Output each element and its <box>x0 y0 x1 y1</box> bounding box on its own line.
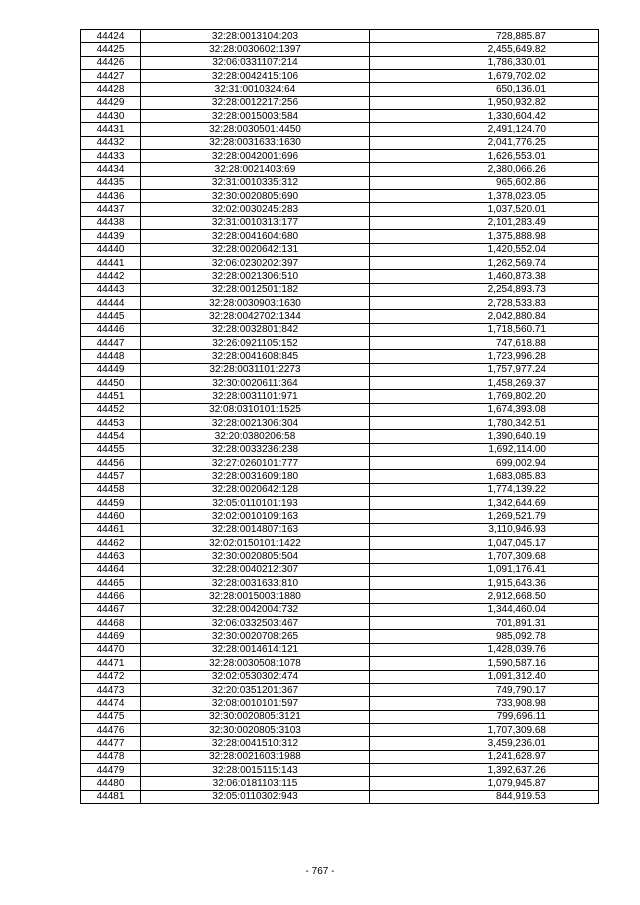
row-number-cell: 44436 <box>81 190 141 203</box>
table-row <box>81 443 599 456</box>
table-row <box>81 56 599 69</box>
table-row <box>81 376 599 389</box>
amount-cell: 1,458,269.37 <box>370 376 599 389</box>
cadastral-number-cell: 32:08:0310101:1525 <box>141 403 370 416</box>
table-row <box>81 750 599 763</box>
cadastral-number-cell: 32:28:0020642:128 <box>141 483 370 496</box>
cadastral-number-cell: 32:28:0012501:182 <box>141 283 370 296</box>
amount-cell: 2,101,283.49 <box>370 216 599 229</box>
cadastral-value-table <box>80 29 599 804</box>
amount-cell: 1,460,873.38 <box>370 270 599 283</box>
table-row <box>81 110 599 123</box>
row-number-cell: 44440 <box>81 243 141 256</box>
cadastral-number-cell: 32:28:0020642:131 <box>141 243 370 256</box>
table-row <box>81 550 599 563</box>
table-row <box>81 643 599 656</box>
row-number-cell: 44441 <box>81 256 141 269</box>
row-number-cell: 44467 <box>81 603 141 616</box>
amount-cell: 844,919.53 <box>370 790 599 803</box>
cadastral-number-cell: 32:28:0030508:1078 <box>141 657 370 670</box>
table-row <box>81 777 599 790</box>
row-number-cell: 44433 <box>81 150 141 163</box>
amount-cell: 799,696.11 <box>370 710 599 723</box>
row-number-cell: 44446 <box>81 323 141 336</box>
row-number-cell: 44458 <box>81 483 141 496</box>
cadastral-number-cell: 32:30:0020708:265 <box>141 630 370 643</box>
cadastral-number-cell: 32:31:0010313:177 <box>141 216 370 229</box>
table-row <box>81 723 599 736</box>
cadastral-number-cell: 32:31:0010335:312 <box>141 176 370 189</box>
amount-cell: 1,707,309.68 <box>370 723 599 736</box>
amount-cell: 1,342,644.69 <box>370 497 599 510</box>
table-row <box>81 697 599 710</box>
cadastral-number-cell: 32:30:0020805:504 <box>141 550 370 563</box>
table-row <box>81 497 599 510</box>
table-row <box>81 457 599 470</box>
row-number-cell: 44454 <box>81 430 141 443</box>
table-row <box>81 590 599 603</box>
table-row <box>81 350 599 363</box>
row-number-cell: 44452 <box>81 403 141 416</box>
table-row <box>81 510 599 523</box>
table-row <box>81 136 599 149</box>
row-number-cell: 44443 <box>81 283 141 296</box>
table-row <box>81 563 599 576</box>
row-number-cell: 44472 <box>81 670 141 683</box>
amount-cell: 1,091,312.40 <box>370 670 599 683</box>
amount-cell: 1,707,309.68 <box>370 550 599 563</box>
row-number-cell: 44430 <box>81 110 141 123</box>
amount-cell: 2,491,124.70 <box>370 123 599 136</box>
table-row <box>81 203 599 216</box>
amount-cell: 1,683,085.83 <box>370 470 599 483</box>
table-row <box>81 123 599 136</box>
row-number-cell: 44425 <box>81 43 141 56</box>
row-number-cell: 44450 <box>81 376 141 389</box>
amount-cell: 2,380,066.26 <box>370 163 599 176</box>
amount-cell: 1,392,637.26 <box>370 763 599 776</box>
cadastral-number-cell: 32:28:0021306:510 <box>141 270 370 283</box>
cadastral-number-cell: 32:28:0041510:312 <box>141 737 370 750</box>
row-number-cell: 44461 <box>81 523 141 536</box>
table-row <box>81 150 599 163</box>
cadastral-number-cell: 32:28:0013104:203 <box>141 30 370 43</box>
amount-cell: 1,262,569.74 <box>370 256 599 269</box>
page-number: - 767 - <box>305 866 335 877</box>
amount-cell: 965,602.86 <box>370 176 599 189</box>
amount-cell: 1,241,628.97 <box>370 750 599 763</box>
cadastral-number-cell: 32:28:0014614:121 <box>141 643 370 656</box>
amount-cell: 1,378,023.05 <box>370 190 599 203</box>
amount-cell: 2,455,649.82 <box>370 43 599 56</box>
table-row <box>81 230 599 243</box>
row-number-cell: 44424 <box>81 30 141 43</box>
row-number-cell: 44475 <box>81 710 141 723</box>
table-row <box>81 710 599 723</box>
amount-cell: 1,079,945.87 <box>370 777 599 790</box>
table-row <box>81 430 599 443</box>
cadastral-number-cell: 32:31:0010324:64 <box>141 83 370 96</box>
row-number-cell: 44427 <box>81 70 141 83</box>
row-number-cell: 44469 <box>81 630 141 643</box>
row-number-cell: 44466 <box>81 590 141 603</box>
amount-cell: 650,136.01 <box>370 83 599 96</box>
amount-cell: 3,459,236.01 <box>370 737 599 750</box>
amount-cell: 1,718,560.71 <box>370 323 599 336</box>
table-row <box>81 43 599 56</box>
row-number-cell: 44457 <box>81 470 141 483</box>
cadastral-number-cell: 32:06:0181103:115 <box>141 777 370 790</box>
table-row <box>81 163 599 176</box>
row-number-cell: 44455 <box>81 443 141 456</box>
table-row <box>81 30 599 43</box>
cadastral-number-cell: 32:06:0331107:214 <box>141 56 370 69</box>
amount-cell: 1,692,114.00 <box>370 443 599 456</box>
cadastral-number-cell: 32:02:0530302:474 <box>141 670 370 683</box>
row-number-cell: 44459 <box>81 497 141 510</box>
cadastral-number-cell: 32:27:0260101:777 <box>141 457 370 470</box>
amount-cell: 1,390,640.19 <box>370 430 599 443</box>
table-row <box>81 470 599 483</box>
table-row <box>81 270 599 283</box>
amount-cell: 728,885.87 <box>370 30 599 43</box>
table-row <box>81 523 599 536</box>
row-number-cell: 44426 <box>81 56 141 69</box>
row-number-cell: 44448 <box>81 350 141 363</box>
row-number-cell: 44479 <box>81 763 141 776</box>
amount-cell: 1,037,520.01 <box>370 203 599 216</box>
amount-cell: 1,679,702.02 <box>370 70 599 83</box>
row-number-cell: 44451 <box>81 390 141 403</box>
table-row <box>81 176 599 189</box>
cadastral-number-cell: 32:02:0010109:163 <box>141 510 370 523</box>
cadastral-number-cell: 32:28:0031633:810 <box>141 577 370 590</box>
table-row <box>81 216 599 229</box>
cadastral-number-cell: 32:02:0150101:1422 <box>141 537 370 550</box>
cadastral-number-cell: 32:30:0020805:3103 <box>141 723 370 736</box>
row-number-cell: 44476 <box>81 723 141 736</box>
cadastral-number-cell: 32:28:0041608:845 <box>141 350 370 363</box>
row-number-cell: 44447 <box>81 336 141 349</box>
amount-cell: 1,375,888.98 <box>370 230 599 243</box>
row-number-cell: 44449 <box>81 363 141 376</box>
amount-cell: 1,780,342.51 <box>370 416 599 429</box>
amount-cell: 733,908.98 <box>370 697 599 710</box>
amount-cell: 2,254,893.73 <box>370 283 599 296</box>
table-row <box>81 537 599 550</box>
amount-cell: 1,344,460.04 <box>370 603 599 616</box>
row-number-cell: 44453 <box>81 416 141 429</box>
amount-cell: 1,723,996.28 <box>370 350 599 363</box>
cadastral-number-cell: 32:28:0031101:2273 <box>141 363 370 376</box>
amount-cell: 2,042,880.84 <box>370 310 599 323</box>
table-row <box>81 323 599 336</box>
amount-cell: 1,786,330.01 <box>370 56 599 69</box>
table-row <box>81 683 599 696</box>
table-row <box>81 336 599 349</box>
row-number-cell: 44456 <box>81 457 141 470</box>
amount-cell: 1,428,039.76 <box>370 643 599 656</box>
amount-cell: 1,330,604.42 <box>370 110 599 123</box>
cadastral-number-cell: 32:30:0020805:3121 <box>141 710 370 723</box>
cadastral-number-cell: 32:20:0351201:367 <box>141 683 370 696</box>
table-row <box>81 256 599 269</box>
amount-cell: 1,420,552.04 <box>370 243 599 256</box>
cadastral-number-cell: 32:28:0015003:584 <box>141 110 370 123</box>
amount-cell: 699,002.94 <box>370 457 599 470</box>
cadastral-number-cell: 32:06:0332503:467 <box>141 617 370 630</box>
amount-cell: 747,618.88 <box>370 336 599 349</box>
cadastral-number-cell: 32:28:0030602:1397 <box>141 43 370 56</box>
table-row <box>81 577 599 590</box>
amount-cell: 749,790.17 <box>370 683 599 696</box>
amount-cell: 2,041,776.25 <box>370 136 599 149</box>
table-row <box>81 96 599 109</box>
cadastral-number-cell: 32:05:0110101:193 <box>141 497 370 510</box>
amount-cell: 1,590,587.16 <box>370 657 599 670</box>
table-row <box>81 243 599 256</box>
table-row <box>81 737 599 750</box>
row-number-cell: 44481 <box>81 790 141 803</box>
table-row <box>81 790 599 803</box>
cadastral-number-cell: 32:30:0020611:364 <box>141 376 370 389</box>
cadastral-number-cell: 32:28:0042004:732 <box>141 603 370 616</box>
row-number-cell: 44460 <box>81 510 141 523</box>
table-row <box>81 657 599 670</box>
table-row <box>81 83 599 96</box>
row-number-cell: 44435 <box>81 176 141 189</box>
row-number-cell: 44477 <box>81 737 141 750</box>
cadastral-number-cell: 32:28:0032801:842 <box>141 323 370 336</box>
amount-cell: 1,091,176.41 <box>370 563 599 576</box>
cadastral-number-cell: 32:26:0921105:152 <box>141 336 370 349</box>
row-number-cell: 44468 <box>81 617 141 630</box>
amount-cell: 985,092.78 <box>370 630 599 643</box>
row-number-cell: 44473 <box>81 683 141 696</box>
cadastral-number-cell: 32:06:0230202:397 <box>141 256 370 269</box>
cadastral-number-cell: 32:28:0015003:1880 <box>141 590 370 603</box>
row-number-cell: 44438 <box>81 216 141 229</box>
row-number-cell: 44462 <box>81 537 141 550</box>
table-row <box>81 603 599 616</box>
cadastral-number-cell: 32:28:0031101:971 <box>141 390 370 403</box>
amount-cell: 1,769,802.20 <box>370 390 599 403</box>
row-number-cell: 44480 <box>81 777 141 790</box>
cadastral-number-cell: 32:28:0042001:696 <box>141 150 370 163</box>
table-row <box>81 630 599 643</box>
row-number-cell: 44431 <box>81 123 141 136</box>
row-number-cell: 44432 <box>81 136 141 149</box>
row-number-cell: 44434 <box>81 163 141 176</box>
table-row <box>81 670 599 683</box>
row-number-cell: 44474 <box>81 697 141 710</box>
cadastral-number-cell: 32:05:0110302:943 <box>141 790 370 803</box>
cadastral-number-cell: 32:28:0030501:4450 <box>141 123 370 136</box>
cadastral-number-cell: 32:28:0015115:143 <box>141 763 370 776</box>
row-number-cell: 44442 <box>81 270 141 283</box>
amount-cell: 1,757,977.24 <box>370 363 599 376</box>
cadastral-number-cell: 32:02:0030245:283 <box>141 203 370 216</box>
amount-cell: 1,047,045.17 <box>370 537 599 550</box>
row-number-cell: 44444 <box>81 296 141 309</box>
cadastral-number-cell: 32:28:0030903:1630 <box>141 296 370 309</box>
row-number-cell: 44445 <box>81 310 141 323</box>
table-row <box>81 296 599 309</box>
table-row <box>81 763 599 776</box>
cadastral-number-cell: 32:20:0380206:58 <box>141 430 370 443</box>
cadastral-number-cell: 32:28:0012217:256 <box>141 96 370 109</box>
cadastral-number-cell: 32:28:0031609:180 <box>141 470 370 483</box>
row-number-cell: 44439 <box>81 230 141 243</box>
table-row <box>81 617 599 630</box>
table-row <box>81 416 599 429</box>
amount-cell: 1,950,932.82 <box>370 96 599 109</box>
table-row <box>81 283 599 296</box>
table-row <box>81 390 599 403</box>
table-row <box>81 310 599 323</box>
row-number-cell: 44471 <box>81 657 141 670</box>
row-number-cell: 44437 <box>81 203 141 216</box>
amount-cell: 1,774,139.22 <box>370 483 599 496</box>
row-number-cell: 44428 <box>81 83 141 96</box>
amount-cell: 1,626,553.01 <box>370 150 599 163</box>
amount-cell: 1,915,643.36 <box>370 577 599 590</box>
cadastral-number-cell: 32:28:0021403:69 <box>141 163 370 176</box>
row-number-cell: 44429 <box>81 96 141 109</box>
amount-cell: 2,912,668.50 <box>370 590 599 603</box>
table-row <box>81 190 599 203</box>
cadastral-number-cell: 32:28:0042415:106 <box>141 70 370 83</box>
cadastral-number-cell: 32:08:0010101:597 <box>141 697 370 710</box>
row-number-cell: 44464 <box>81 563 141 576</box>
cadastral-number-cell: 32:28:0031633:1630 <box>141 136 370 149</box>
table-row <box>81 403 599 416</box>
amount-cell: 2,728,533.83 <box>370 296 599 309</box>
row-number-cell: 44470 <box>81 643 141 656</box>
row-number-cell: 44463 <box>81 550 141 563</box>
row-number-cell: 44478 <box>81 750 141 763</box>
table-row <box>81 70 599 83</box>
row-number-cell: 44465 <box>81 577 141 590</box>
cadastral-number-cell: 32:28:0042702:1344 <box>141 310 370 323</box>
table-body <box>81 30 599 804</box>
amount-cell: 1,674,393.08 <box>370 403 599 416</box>
table-row <box>81 363 599 376</box>
table-row <box>81 483 599 496</box>
cadastral-number-cell: 32:28:0021603:1988 <box>141 750 370 763</box>
cadastral-number-cell: 32:28:0021306:304 <box>141 416 370 429</box>
cadastral-number-cell: 32:30:0020805:690 <box>141 190 370 203</box>
cadastral-number-cell: 32:28:0040212:307 <box>141 563 370 576</box>
cadastral-number-cell: 32:28:0041604:680 <box>141 230 370 243</box>
cadastral-number-cell: 32:28:0014807:163 <box>141 523 370 536</box>
amount-cell: 3,110,946.93 <box>370 523 599 536</box>
cadastral-number-cell: 32:28:0033236:238 <box>141 443 370 456</box>
amount-cell: 1,269,521.79 <box>370 510 599 523</box>
amount-cell: 701,891.31 <box>370 617 599 630</box>
